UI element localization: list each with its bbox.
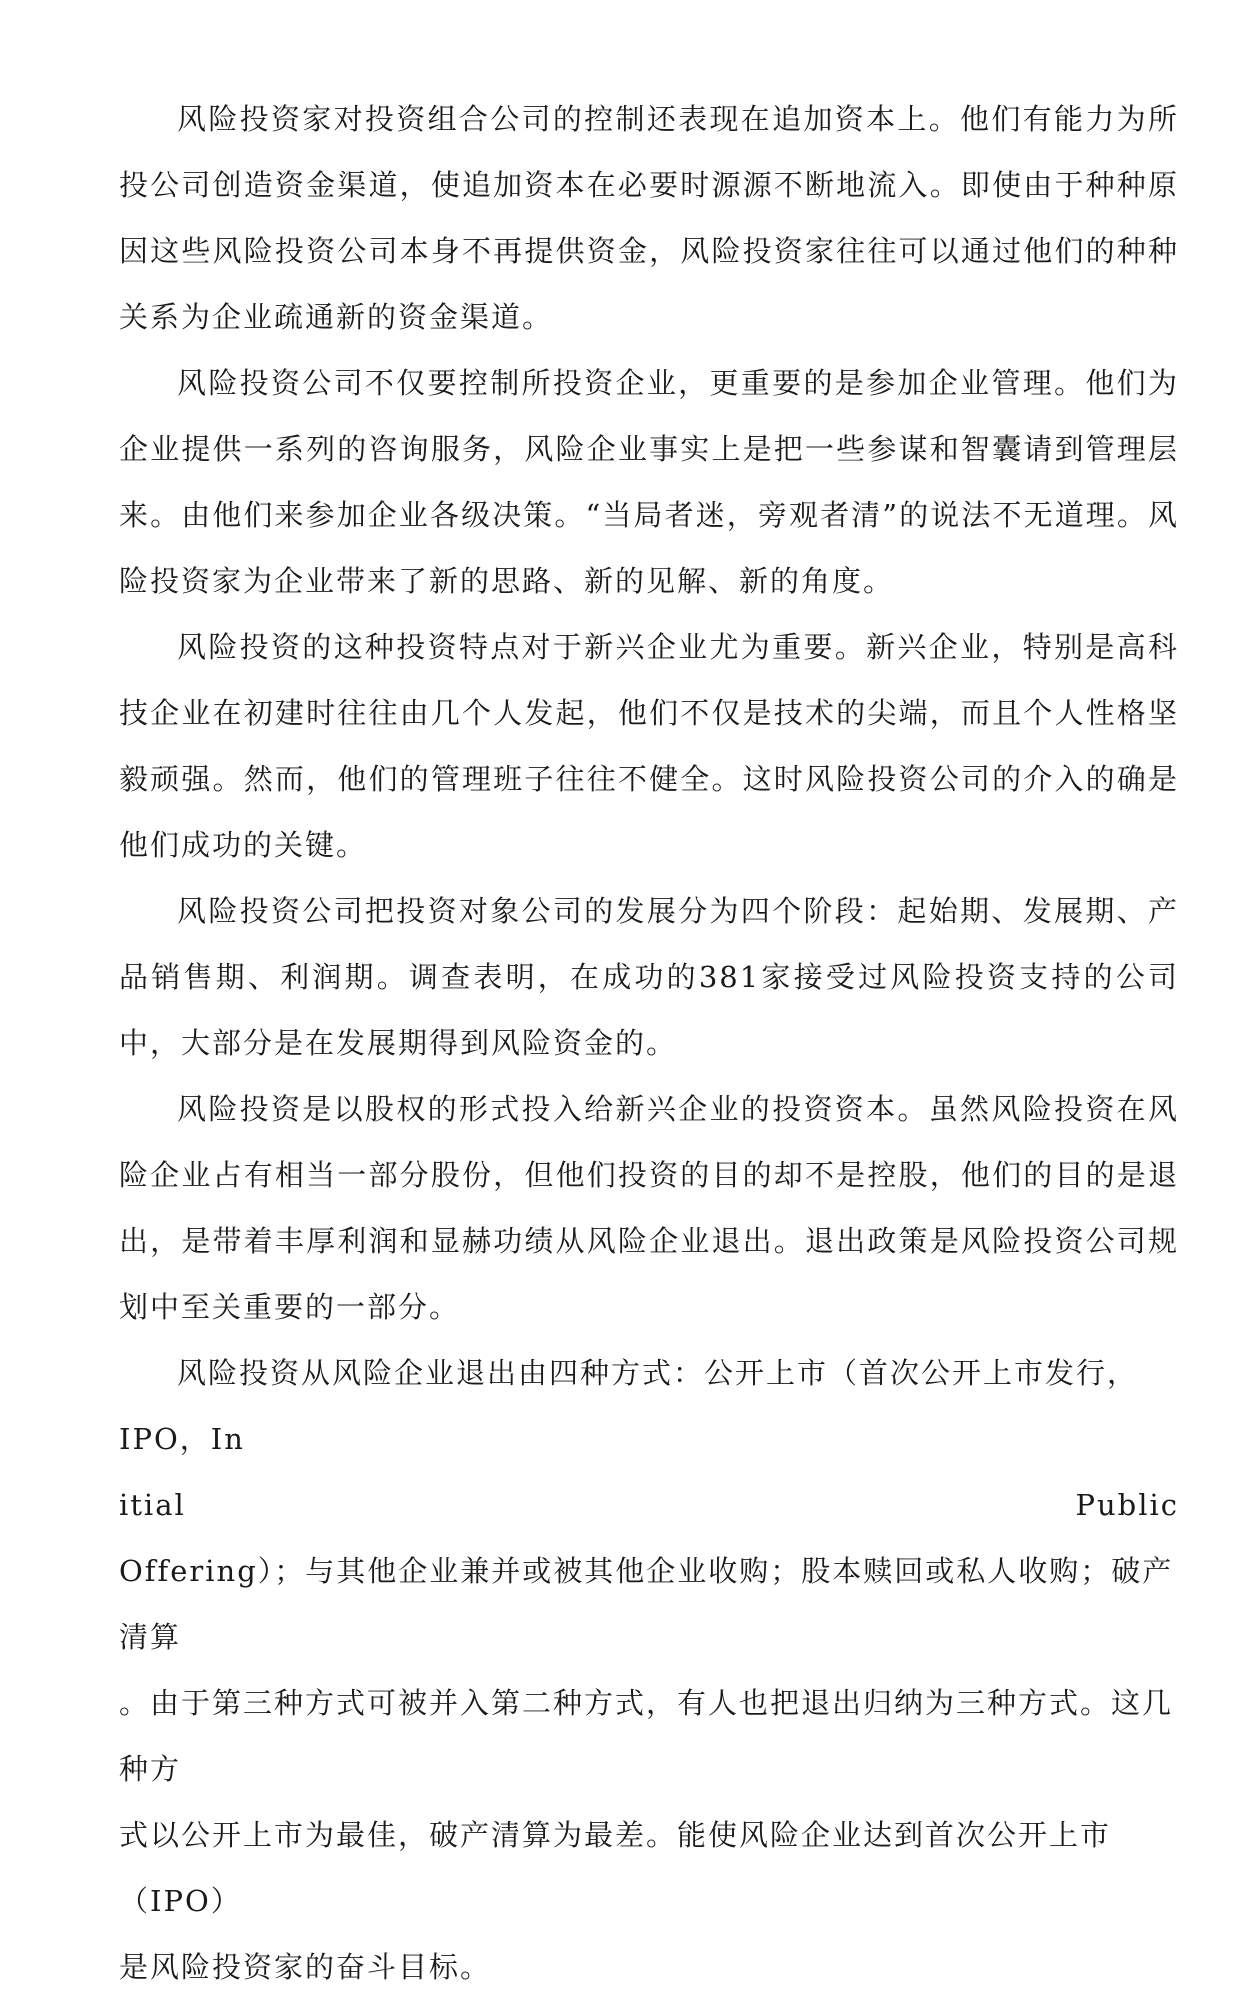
exit-methods-line-1: 风险投资从风险企业退出由四种方式：公开上市（首次公开上市发行，IPO，In (119, 1356, 1139, 1456)
exit-methods-line-2-right: Public (1075, 1488, 1179, 1522)
exit-methods-line-6: 是风险投资家的奋斗目标。 (119, 1950, 492, 1984)
paragraph-additional-capital: 风险投资家对投资组合公司的控制还表现在追加资本上。他们有能力为所投公司创造资金渠道，使追加资本在必要时源源不断地流入。即使由于种种原因这些风险投资公司本身不再提供资金，风险投资家往往可以通过他们的种种关系为企业疏通新的资金渠道。 (119, 102, 1179, 334)
exit-methods-line-3: Offering）；与其他企业兼并或被其他企业收购；股本赎回或私人收购；破产清算 (119, 1554, 1174, 1654)
document-page (119, 86, 1179, 2000)
paragraph-emerging-enterprises: 风险投资的这种投资特点对于新兴企业尤为重要。新兴企业，特别是高科技企业在初建时往往由几个人发起，他们不仅是技术的尖端，而且个人性格坚毅顽强。然而，他们的管理班子往往不健全。这时风险投资公司的介入的确是他们成功的关键。 (119, 630, 1179, 862)
paragraph-development-stages: 风险投资公司把投资对象公司的发展分为四个阶段：起始期、发展期、产品销售期、利润期。调查表明，在成功的381家接受过风险投资支持的公司中，大部分是在发展期得到风险资金的。 (119, 894, 1179, 1060)
exit-methods-line-5: 式以公开上市为最佳，破产清算为最差。能使风险企业达到首次公开上市（IPO） (119, 1818, 1112, 1918)
exit-methods-line-2-left: itial (119, 1488, 186, 1522)
exit-methods-line-2 (119, 1472, 1179, 1538)
paragraph-equity-exit: 风险投资是以股权的形式投入给新兴企业的投资资本。虽然风险投资在风险企业占有相当一部分股份，但他们投资的目的却不是控股，他们的目的是退出，是带着丰厚利润和显赫功绩从风险企业退出。退出政策是风险投资公司规划中至关重要的一部分。 (119, 1092, 1179, 1324)
exit-methods-line-4: 。由于第三种方式可被并入第二种方式，有人也把退出归纳为三种方式。这几种方 (119, 1686, 1174, 1786)
paragraph-exit-methods (119, 1340, 1179, 2000)
paragraph-management-participation: 风险投资公司不仅要控制所投资企业，更重要的是参加企业管理。他们为企业提供一系列的咨询服务，风险企业事实上是把一些参谋和智囊请到管理层来。由他们来参加企业各级决策。“当局者迷，旁观者清”的说法不无道理。风险投资家为企业带来了新的思路、新的见解、新的角度。 (119, 366, 1179, 598)
